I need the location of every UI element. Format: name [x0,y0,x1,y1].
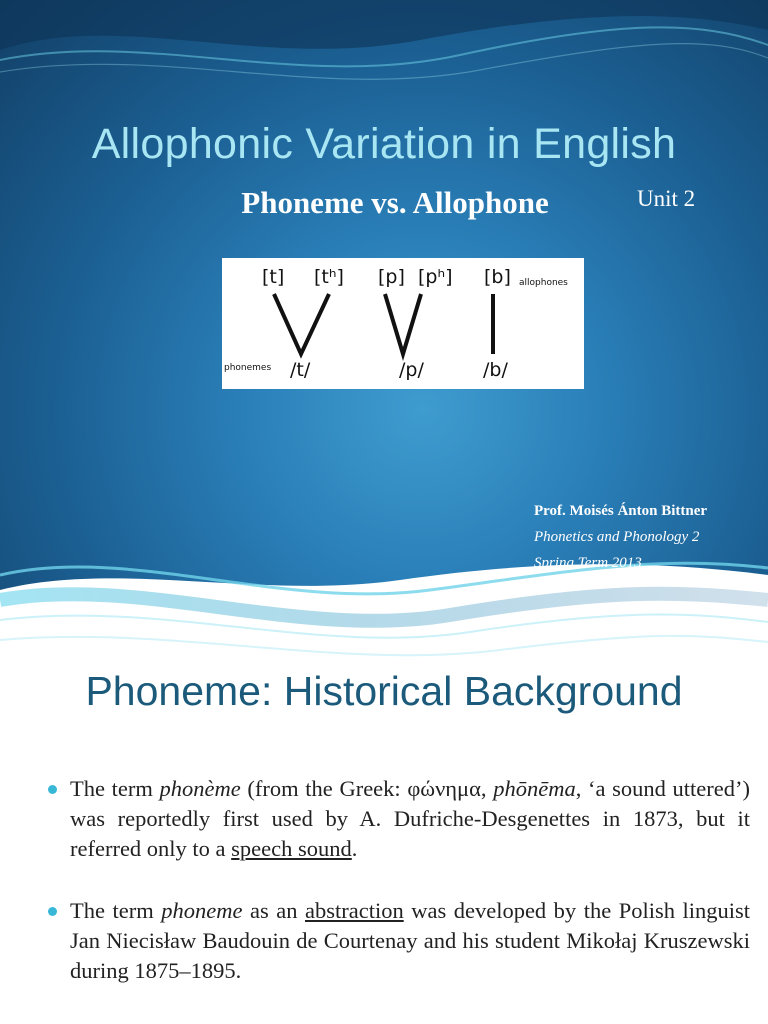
course-name: Phonetics and Phonology 2 [534,529,700,545]
phoneme-t: /t/ [290,359,311,381]
slide-title: Allophonic Variation in English [91,120,677,168]
phoneme-p: /p/ [399,359,424,381]
term-phonema: phōnēma [493,776,576,801]
allophone-b: [b] [484,266,511,288]
section-title: Phoneme: Historical Background [85,668,683,714]
list-item: The term phonème (from the Greek: φώνημα, phōnēma, ‘a sound uttered’) was reportedly first used by A. Dufriche-Desgenettes in 1873, but it referred only to a speech sound. [46,774,750,864]
term-phoneme-french: phonème [159,776,241,801]
unit-label: Unit 2 [637,186,696,211]
phonemes-label: phonemes [224,363,272,373]
bullet-list [46,774,750,1018]
allophones-label: allophones [519,278,568,288]
bullet-icon [48,907,57,916]
slide-subtitle: Phoneme vs. Allophone [241,185,549,220]
phoneme-allophone-diagram [222,258,584,389]
author-name: Prof. Moisés Ánton Bittner [534,503,708,519]
allophone-p: [p] [378,266,405,288]
term-label: Spring Term 2013 [534,555,642,571]
p-branch-lines [385,294,421,354]
allophone-t: [t] [262,266,285,288]
credits [534,498,707,576]
phoneme-b: /b/ [483,359,508,381]
allophone-ph: [pʰ] [418,266,453,288]
term-phoneme: phoneme [161,898,243,923]
bullet-icon [48,785,57,794]
t-branch-lines [274,294,329,354]
speech-sound-underlined: speech sound [231,836,352,861]
allophone-th: [tʰ] [314,266,344,288]
abstraction-underlined: abstraction [304,898,404,923]
list-item: The term phoneme as an abstraction was developed by the Polish linguist Jan Niecisław Baudouin de Courtenay and his student Mikołaj Kruszewski during 1875–1895. [46,896,750,986]
